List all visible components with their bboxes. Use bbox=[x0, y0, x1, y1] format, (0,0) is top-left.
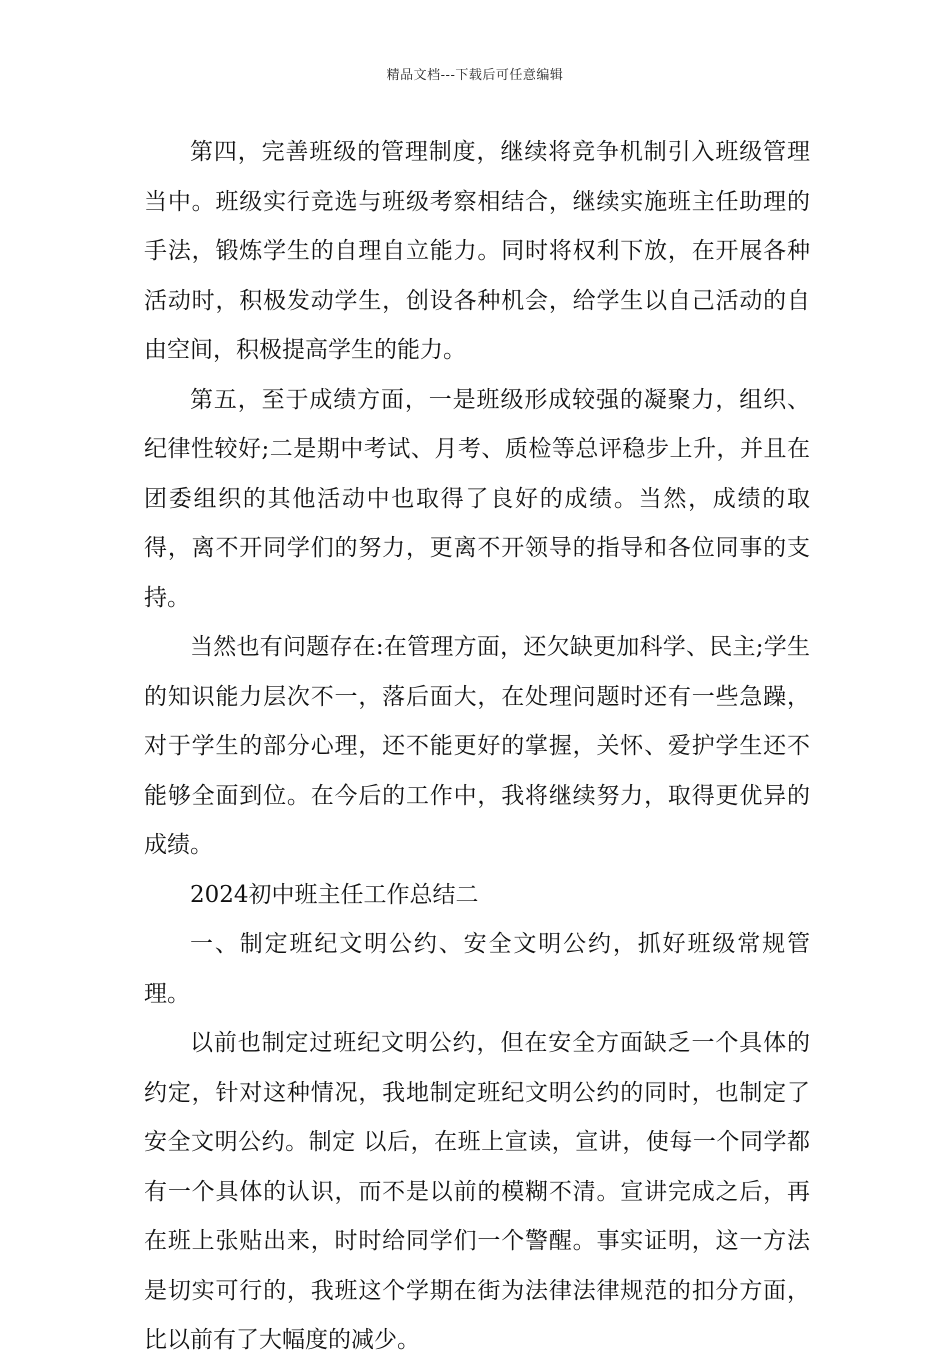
paragraph-fifth-point: 第五，至于成绩方面，一是班级形成较强的凝聚力，组织、纪律性较好;二是期中考试、月考、质检等总评稳步上升，并且在团委组织的其他活动中也取得了良好的成绩。当然，成绩的取得，离不开同学们的努力，更离不开领导的指导和各位同事的支持。 bbox=[144, 386, 810, 611]
section-title: 2024初中班主任工作总结二 bbox=[190, 881, 479, 908]
page-header: 精品文档---下载后可任意编辑 bbox=[386, 68, 564, 83]
paragraph-problems: 当然也有问题存在:在管理方面，还欠缺更加科学、民主;学生的知识能力层次不一，落后面大，在处理问题时还有一些急躁，对于学生的部分心理，还不能更好的掌握，关怀、爱护学生还不能够全面到位。在今后的工作中，我将继续努力，取得更优异的成绩。 bbox=[144, 634, 810, 858]
paragraph-convention: 以前也制定过班纪文明公约，但在安全方面缺乏一个具体的约定，针对这种情况，我地制定班纪文明公约的同时，也制定了安全文明公约。制定 以后，在班上宣读，宣讲，使每一个同学都有一个具体的认识，而不是以前的模糊不清。宣讲完成之后，再在班上张贴出来，时时给同学们一个警醒。事实证明，这一方法是切实可行的，我班这个学期在街为法律法律规范的扣分方面，比以前有了大幅度的减少。 bbox=[144, 1030, 810, 1353]
paragraph-fourth-point: 第四，完善班级的管理制度，继续将竞争机制引入班级管理当中。班级实行竞选与班级考察相结合，继续实施班主任助理的手法，锻炼学生的自理自立能力。同时将权利下放，在开展各种活动时，积极发动学生，创设各种机会，给学生以自己活动的自由空间，积极提高学生的能力。 bbox=[144, 139, 810, 363]
section-heading-one: 一、制定班纪文明公约、安全文明公约，抓好班级常规管理。 bbox=[144, 931, 810, 1007]
document-body bbox=[144, 128, 810, 1366]
